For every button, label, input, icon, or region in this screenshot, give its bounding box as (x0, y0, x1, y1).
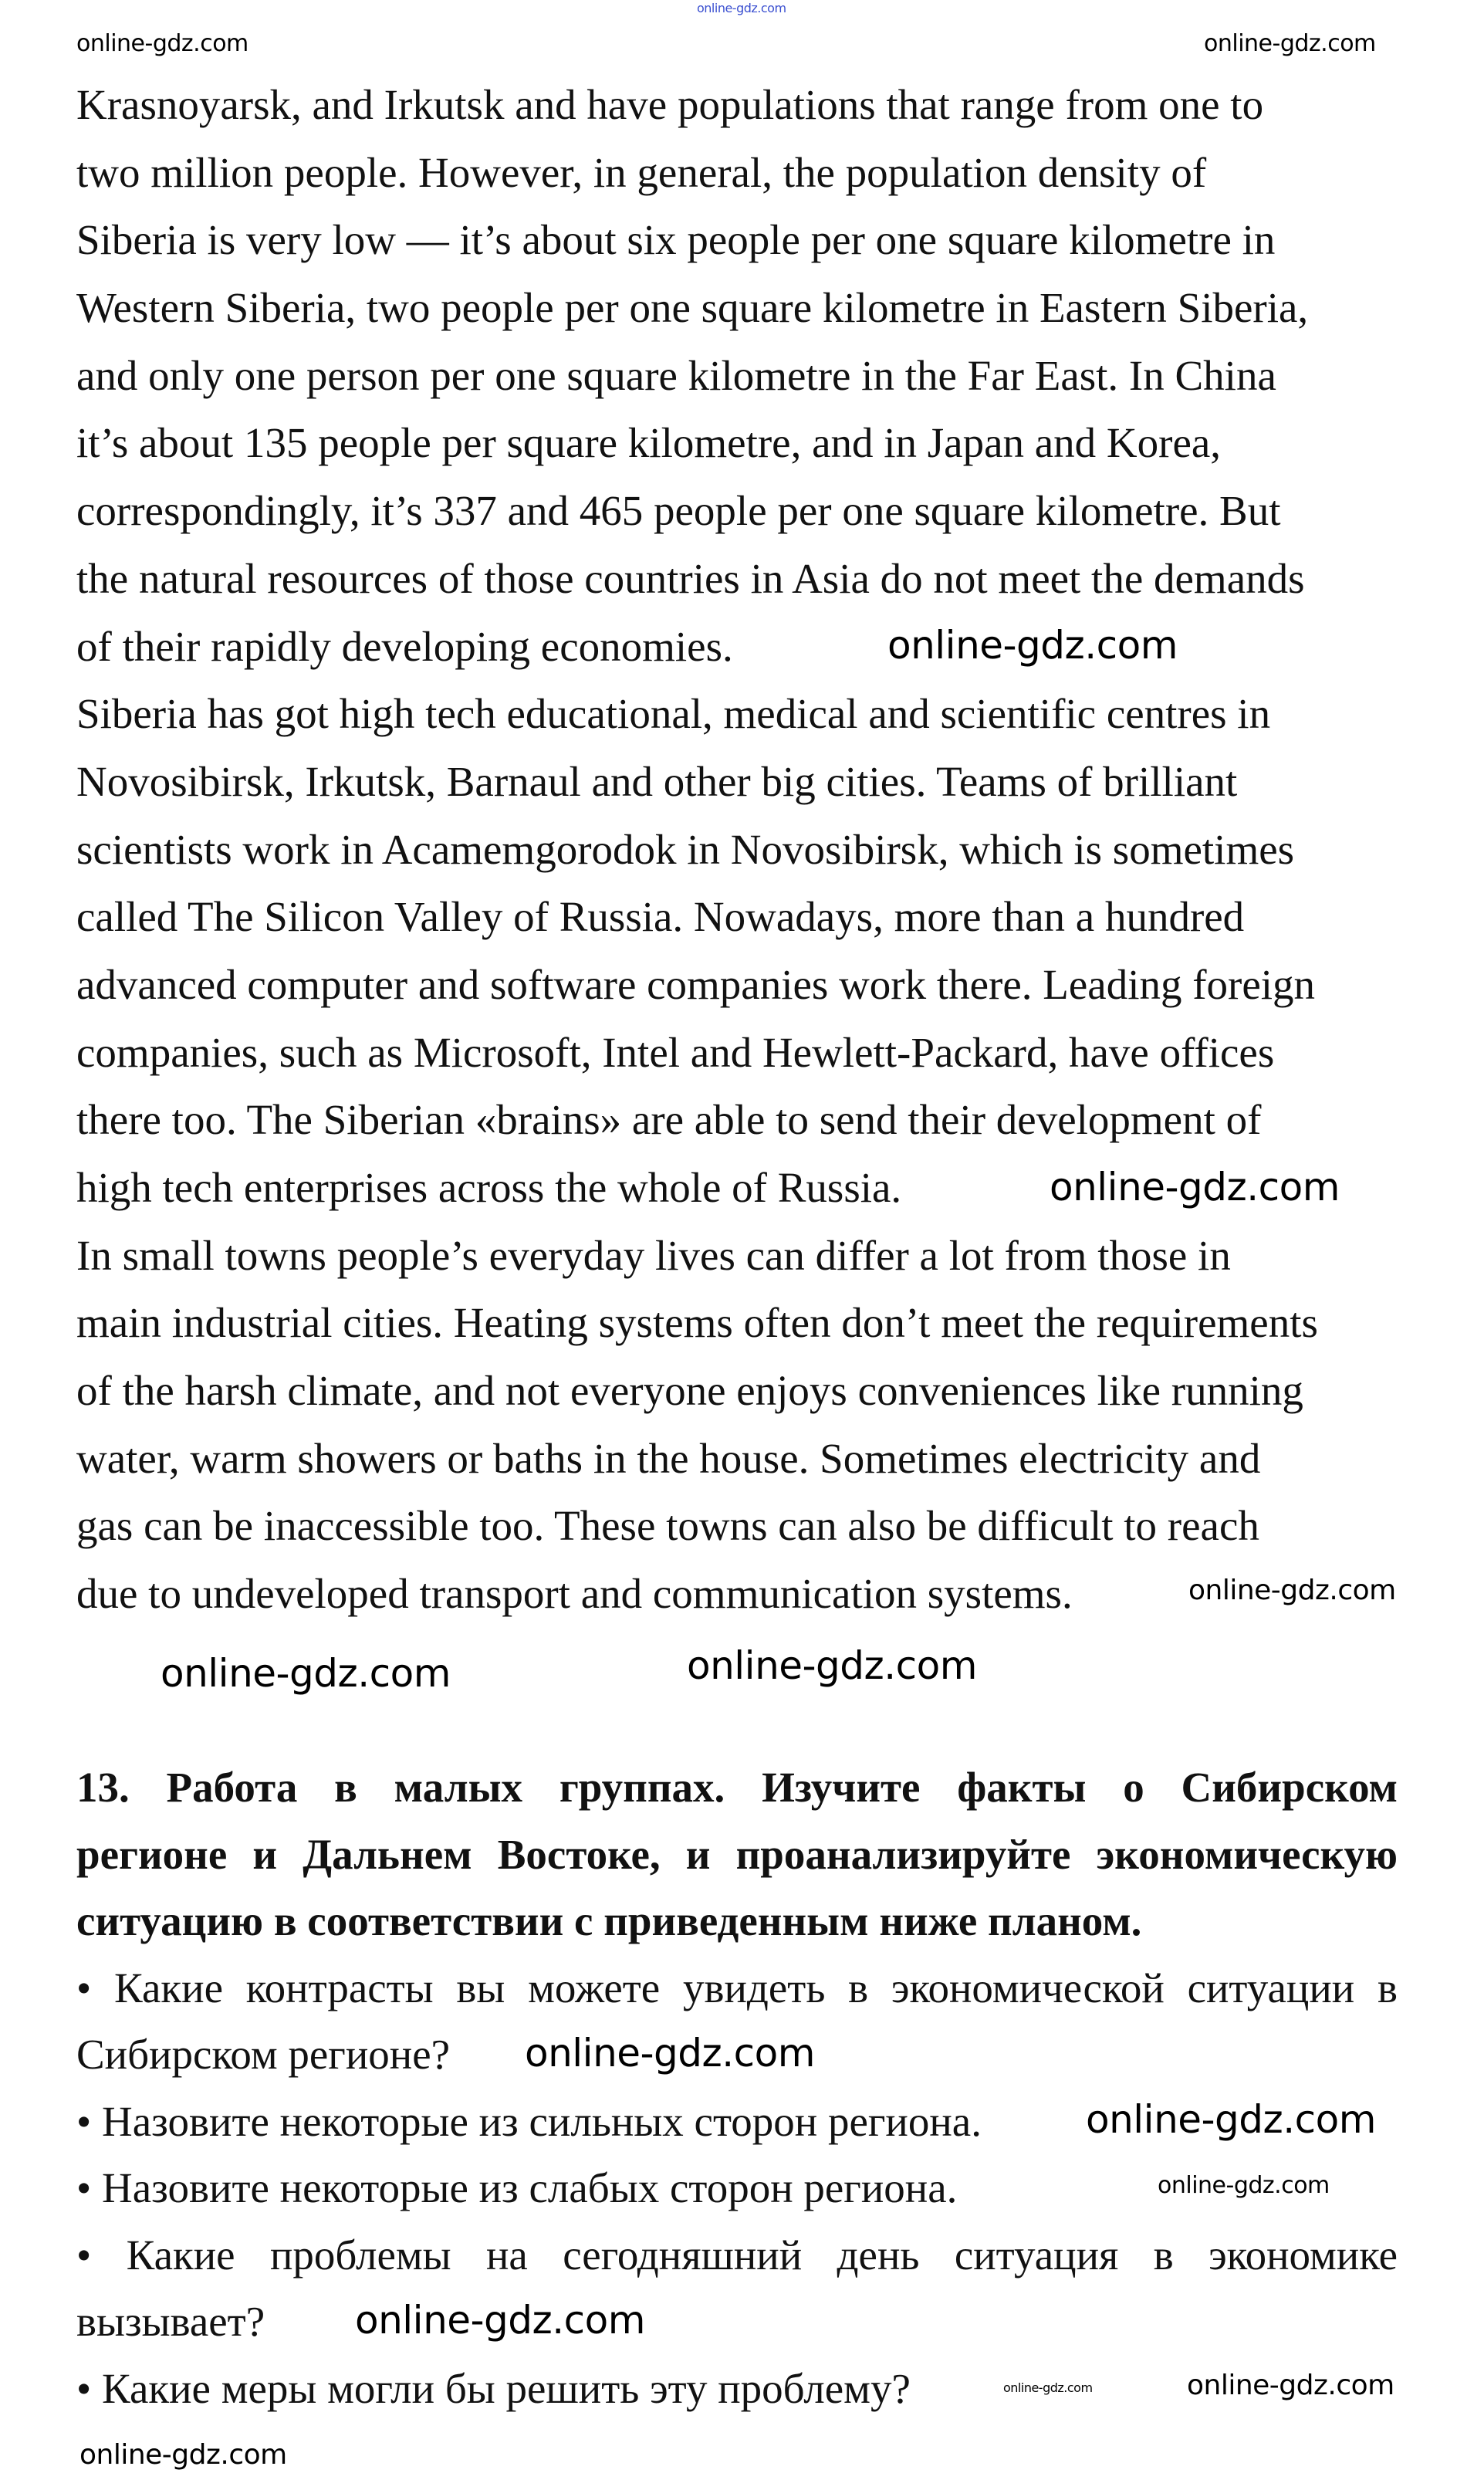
text-line: correspondingly, it’s 337 and 465 people per one square kilometre. But (76, 487, 1281, 535)
bullet-line: • Какие контрасты вы можете увидеть в экономической ситуации в (76, 1964, 1398, 2011)
bullet-line: • Какие меры могли бы решить эту проблему? (76, 2364, 911, 2412)
watermark: online-gdz.com (887, 623, 1178, 668)
text-line: due to undeveloped transport and communication systems. (76, 1570, 1073, 1618)
english-text (76, 71, 1398, 1628)
text-line: it’s about 135 people per square kilometre, and in Japan and Korea, (76, 419, 1222, 467)
watermark: online-gdz.com (355, 2298, 645, 2343)
watermark: online-gdz.com (1086, 2097, 1376, 2142)
watermark: online-gdz.com (161, 1651, 451, 1696)
text-line: main industrial cities. Heating systems often don’t meet the requirements (76, 1299, 1318, 1347)
text-line: In small towns people’s everyday lives can differ a lot from those in (76, 1231, 1231, 1279)
text-line: advanced computer and software companies work there. Leading foreign (76, 960, 1316, 1008)
watermark: online-gdz.com (525, 2031, 815, 2076)
text-line: of the harsh climate, and not everyone enjoys conveniences like running (76, 1367, 1303, 1415)
text-line: of their rapidly developing economies. (76, 622, 733, 670)
task-section (76, 1754, 1398, 2422)
text-line: Western Siberia, two people per one square kilometre in Eastern Siberia, (76, 284, 1309, 332)
watermark: online-gdz.com (1050, 1165, 1340, 1209)
text-line: high tech enterprises across the whole of Russia. (76, 1164, 902, 1211)
bullet-line: вызывает? (76, 2298, 265, 2345)
text-line: Novosibirsk, Irkutsk, Barnaul and other big cities. Teams of brilliant (76, 757, 1238, 805)
text-line: scientists work in Acamemgorodok in Novosibirsk, which is sometimes (76, 825, 1295, 873)
text-line: and only one person per one square kilometre in the Far East. In China (76, 351, 1276, 399)
watermark: online-gdz.com (1003, 2380, 1093, 2395)
text-line: companies, such as Microsoft, Intel and Hewlett-Packard, have offices (76, 1028, 1275, 1076)
bullet-line: • Какие проблемы на сегодняшний день ситуация в экономике (76, 2231, 1398, 2279)
bullet-line: • Назовите некоторые из слабых сторон региона. (76, 2164, 958, 2211)
text-line: Krasnoyarsk, and Irkutsk and have populations that range from one to (76, 81, 1264, 128)
watermark: online-gdz.com (1204, 30, 1376, 57)
watermark: online-gdz.com (697, 1, 786, 15)
text-line: there too. The Siberian «brains» are able to send their development of (76, 1096, 1262, 1144)
task-heading-line: регионе и Дальнем Востоке, и проанализируйте экономическую (76, 1830, 1398, 1878)
task-heading-line: ситуацию в соответствии с приведенным ниже планом. (76, 1897, 1142, 1944)
text-line: two million people. However, in general, the population density of (76, 148, 1207, 196)
text-line: water, warm showers or baths in the house. Sometimes electricity and (76, 1434, 1261, 1482)
text-line: gas can be inaccessible too. These towns can also be difficult to reach (76, 1502, 1259, 1550)
watermark: online-gdz.com (76, 30, 248, 57)
bullet-line: • Назовите некоторые из сильных сторон региона. (76, 2097, 982, 2145)
text-line: Siberia has got high tech educational, medical and scientific centres in (76, 690, 1271, 738)
text-line: the natural resources of those countries in Asia do not meet the demands (76, 554, 1305, 602)
watermark: online-gdz.com (687, 1643, 977, 1688)
text-line: called The Silicon Valley of Russia. Nowadays, more than a hundred (76, 893, 1245, 941)
text-line: Siberia is very low — it’s about six people per one square kilometre in (76, 216, 1276, 264)
watermark: online-gdz.com (1187, 2370, 1394, 2401)
bullet-line: Сибирском регионе? (76, 2031, 451, 2078)
task-heading-line: 13. Работа в малых группах. Изучите факты о Сибирском (76, 1764, 1398, 1811)
watermark: online-gdz.com (1188, 1575, 1396, 1606)
watermark: online-gdz.com (79, 2439, 287, 2471)
watermark: online-gdz.com (1158, 2172, 1330, 2199)
